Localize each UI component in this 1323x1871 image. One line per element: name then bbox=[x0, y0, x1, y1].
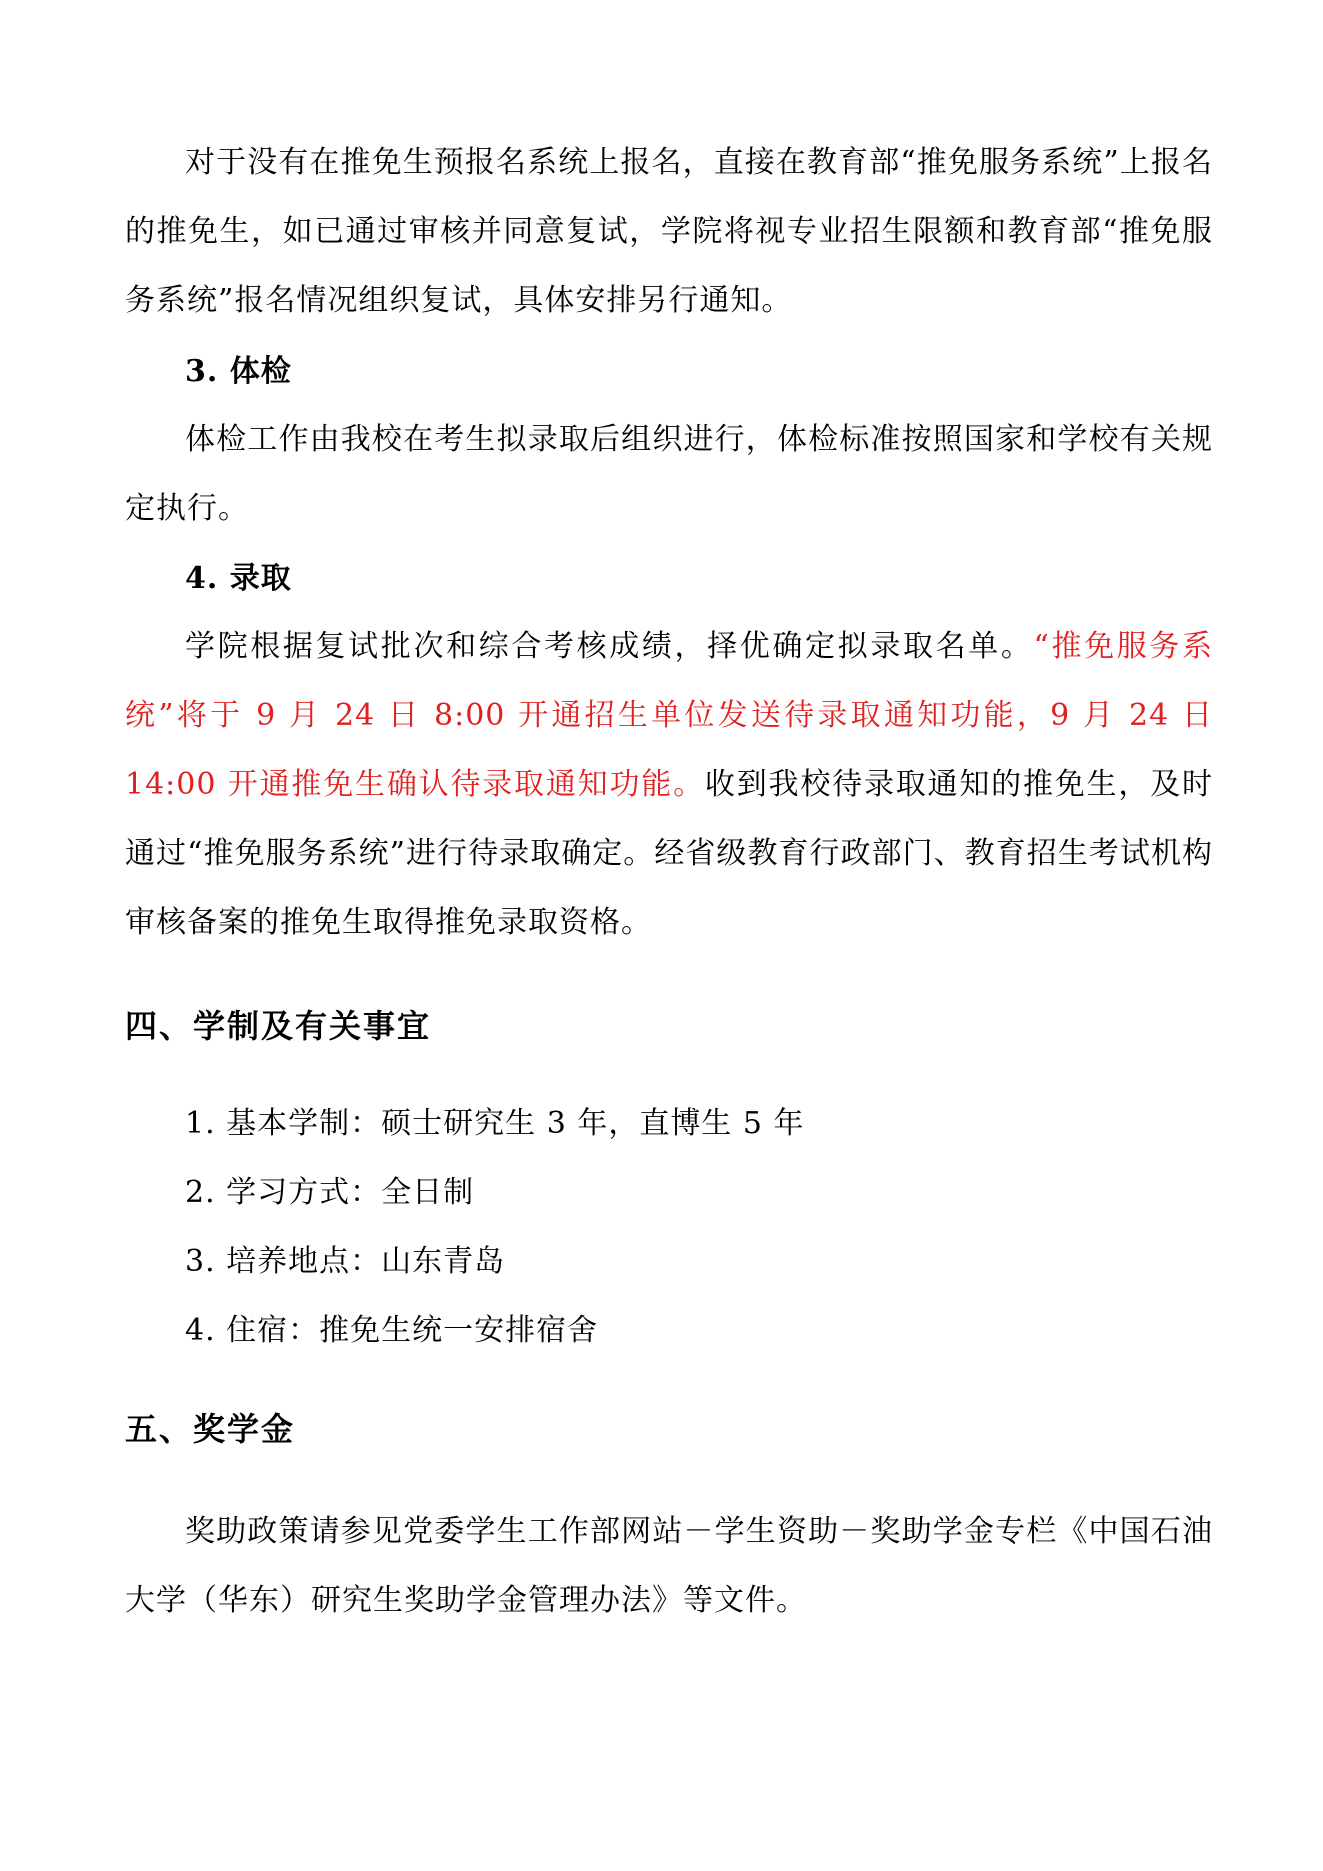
admission-text-start: 学院根据复试批次和综合考核成绩，择优确定拟录取名单。 bbox=[185, 629, 1034, 664]
paragraph-text: 奖助政策请参见党委学生工作部网站－学生资助－奖助学金专栏《中国石油大学（华东）研究生奖助学金管理办法》等文件。 bbox=[125, 1514, 1213, 1618]
paragraph-scholarship bbox=[125, 1497, 1213, 1635]
paragraph-text bbox=[125, 612, 1213, 957]
sub-heading-physical-exam: 3. 体检 bbox=[185, 354, 292, 389]
section-heading-duration: 四、学制及有关事宜 bbox=[125, 1007, 432, 1045]
sub-heading-admission: 4. 录取 bbox=[185, 561, 292, 596]
admission-text-end: 收到我校待录取通知的推免生，及时通过“推免服务系统”进行待录取确定。经省级教育行政部门、教育招生考试机构审核备案的推免生取得推免录取资格。 bbox=[125, 767, 1214, 940]
paragraph-text: 对于没有在推免生预报名系统上报名，直接在教育部“推免服务系统”上报名的推免生，如已通过审核并同意复试，学院将视专业招生限额和教育部“推免服务系统”报名情况组织复试，具体安排另行通知。 bbox=[125, 145, 1213, 318]
admission-highlight-text: “推免服务系统”将于 9 月 24 日 8:00 开通招生单位发送待录取通知功能，9 月 24 日 14:00 开通推免生确认待录取通知功能。 bbox=[125, 629, 1214, 802]
paragraph-physical-exam bbox=[125, 405, 1213, 543]
paragraph-admission bbox=[125, 612, 1213, 957]
paragraph-recheck-notice bbox=[125, 128, 1213, 335]
list-item-location: 3. 培养地点：山东青岛 bbox=[185, 1244, 506, 1279]
section-heading-scholarship: 五、奖学金 bbox=[125, 1410, 296, 1448]
paragraph-text: 体检工作由我校在考生拟录取后组织进行，体检标准按照国家和学校有关规定执行。 bbox=[125, 422, 1213, 526]
list-item-accommodation: 4. 住宿：推免生统一安排宿舍 bbox=[185, 1313, 599, 1348]
list-item-duration: 1. 基本学制：硕士研究生 3 年，直博生 5 年 bbox=[185, 1106, 805, 1141]
list-item-study-mode: 2. 学习方式：全日制 bbox=[185, 1175, 475, 1210]
